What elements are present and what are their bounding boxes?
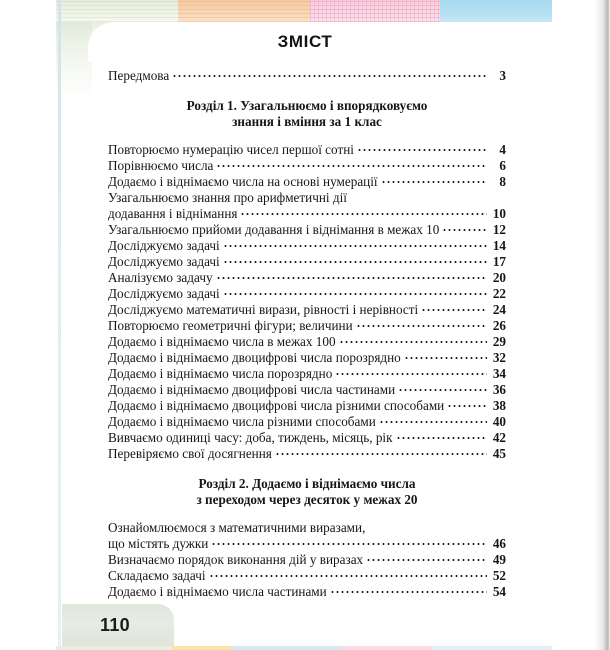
dot-leader xyxy=(223,241,487,251)
toc-entry-title-line2: додавання і віднімання xyxy=(108,206,238,221)
toc-entry-page: 29 xyxy=(492,334,506,349)
toc-entry-page: 52 xyxy=(492,568,506,583)
list-item[interactable] xyxy=(108,552,506,568)
folio-block xyxy=(62,604,174,646)
toc-entry-page: 17 xyxy=(492,254,506,269)
page-right-edge-shadow xyxy=(594,0,610,650)
toc-entry-title: Додаємо і віднімаємо двоцифрові числа різними способами xyxy=(108,398,445,413)
dot-leader xyxy=(216,161,487,171)
dot-leader xyxy=(330,587,487,597)
band-segment-pink xyxy=(310,0,440,22)
toc-entry-page: 46 xyxy=(492,536,506,551)
toc-entry-page: 38 xyxy=(492,398,506,413)
list-item[interactable] xyxy=(108,334,506,350)
toc-entry-title: Додаємо і віднімаємо числа на основі нумерації xyxy=(108,174,378,189)
toc-entry-page: 6 xyxy=(499,158,506,173)
dot-leader xyxy=(442,225,487,235)
dot-leader xyxy=(379,417,487,427)
list-item[interactable] xyxy=(108,398,506,414)
dot-leader xyxy=(381,177,487,187)
toc-entry-title: Перевіряємо свої досягнення xyxy=(108,446,272,461)
toc-entry-title: Додаємо і віднімаємо числа в межах 100 xyxy=(108,334,336,349)
toc-entry-title-line2: що містять дужки xyxy=(108,536,209,551)
toc-entry-title: Досліджуємо задачі xyxy=(108,254,220,269)
list-item[interactable] xyxy=(108,382,506,398)
list-item[interactable] xyxy=(108,318,506,334)
toc-entry-page: 36 xyxy=(492,382,506,397)
dot-leader xyxy=(209,571,488,581)
toc-entry-title: Досліджуємо задачі xyxy=(108,238,220,253)
list-item[interactable] xyxy=(108,430,506,446)
band-segment-orange xyxy=(178,0,310,22)
list-item[interactable] xyxy=(108,286,506,302)
toc-entry-page: 8 xyxy=(499,174,506,189)
list-item[interactable] xyxy=(108,238,506,254)
toc-entry-title: Складаємо задачі xyxy=(108,568,206,583)
dot-leader xyxy=(223,289,487,299)
section-heading-2-line2: з переходом через десяток у межах 20 xyxy=(196,492,418,507)
toc-entry-page: 40 xyxy=(492,414,506,429)
list-item[interactable] xyxy=(108,366,506,382)
toc-entry-title: Вивчаємо одиниці часу: доба, тиждень, місяць, рік xyxy=(108,430,393,445)
toc-entry-page: 49 xyxy=(492,552,506,567)
toc-entry-title: Повторюємо нумерацію чисел першої сотні xyxy=(108,142,354,157)
section-heading-1-line1: Розділ 1. Узагальнюємо і впорядковуємо xyxy=(186,98,428,113)
toc-entry-preface[interactable] xyxy=(108,68,506,84)
toc-entry-page: 45 xyxy=(492,446,506,461)
toc-entry-title: Досліджуємо математичні вирази, рівності і нерівності xyxy=(108,302,419,317)
toc-entry-page: 4 xyxy=(499,142,506,157)
toc-entry-page: 26 xyxy=(492,318,506,333)
dot-leader xyxy=(357,145,487,155)
decorative-bottom-strip xyxy=(56,646,552,650)
dot-leader xyxy=(172,71,487,81)
toc-entry-page: 54 xyxy=(492,584,506,599)
list-item-continuation[interactable] xyxy=(108,206,506,222)
left-margin-rule xyxy=(58,0,61,650)
dot-leader xyxy=(356,321,487,331)
list-item[interactable] xyxy=(108,350,506,366)
list-item[interactable] xyxy=(108,446,506,462)
toc-entry-page: 34 xyxy=(492,366,506,381)
toc-entry-title: Додаємо і віднімаємо числа різними способами xyxy=(108,414,376,429)
dot-leader xyxy=(396,433,488,443)
toc-entry-title: Додаємо і віднімаємо двоцифрові числа порозрядно xyxy=(108,350,401,365)
dot-leader xyxy=(447,401,487,411)
band-segment-green xyxy=(56,0,178,22)
list-item[interactable] xyxy=(108,584,506,600)
dot-leader xyxy=(211,539,487,549)
toc-entry-title: Повторюємо геометричні фігури; величини xyxy=(108,318,353,333)
band-segment-blue xyxy=(440,0,552,22)
list-item[interactable] xyxy=(108,302,506,318)
list-item[interactable] xyxy=(108,222,506,238)
toc-entry-title: Аналізуємо задачу xyxy=(108,270,213,285)
bottom-strip-segment-1 xyxy=(56,646,172,650)
dot-leader xyxy=(398,385,487,395)
section-heading-2 xyxy=(108,476,506,508)
list-item[interactable] xyxy=(108,520,506,536)
list-item[interactable] xyxy=(108,254,506,270)
list-item-continuation[interactable] xyxy=(108,536,506,552)
toc-entry-page: 24 xyxy=(492,302,506,317)
bottom-strip-segment-3 xyxy=(232,646,342,650)
section-heading-2-line1: Розділ 2. Додаємо і віднімаємо числа xyxy=(198,476,416,491)
bottom-strip-segment-2 xyxy=(172,646,232,650)
dot-leader xyxy=(240,209,487,219)
toc-entry-title: Порівнюємо числа xyxy=(108,158,214,173)
decorative-top-band xyxy=(0,0,610,22)
toc-entry-title: Досліджуємо задачі xyxy=(108,286,220,301)
dot-leader xyxy=(216,273,487,283)
bottom-strip-segment-5 xyxy=(432,646,552,650)
section-heading-1 xyxy=(108,98,506,130)
dot-leader xyxy=(366,555,487,565)
list-item[interactable] xyxy=(108,158,506,174)
toc-entry-title: Додаємо і віднімаємо двоцифрові числа частинами xyxy=(108,382,396,397)
dot-leader xyxy=(275,449,487,459)
bottom-strip-segment-4 xyxy=(342,646,432,650)
toc-entry-page: 22 xyxy=(492,286,506,301)
dot-leader xyxy=(421,305,487,315)
dot-leader xyxy=(339,337,487,347)
section-heading-1-line2: знання і вміння за 1 клас xyxy=(232,114,382,129)
list-item[interactable] xyxy=(108,142,506,158)
toc-entry-page: 32 xyxy=(492,350,506,365)
dot-leader xyxy=(223,257,487,267)
toc-entry-page: 3 xyxy=(499,68,506,83)
toc-entry-page: 20 xyxy=(492,270,506,285)
toc-entry-page: 10 xyxy=(492,206,506,221)
dot-leader xyxy=(335,369,487,379)
list-item[interactable] xyxy=(108,270,506,286)
list-item[interactable] xyxy=(108,414,506,430)
toc-entry-title: Узагальнюємо прийоми додавання і віднімання в межах 10 xyxy=(108,222,440,237)
list-item[interactable] xyxy=(108,190,506,206)
page-title: ЗМІСТ xyxy=(277,32,333,51)
toc-entry-title: Визначаємо порядок виконання дій у виразах xyxy=(108,552,364,567)
table-of-contents xyxy=(108,68,506,600)
toc-entry-title: Передмова xyxy=(108,68,170,83)
toc-entry-title: Додаємо і віднімаємо числа частинами xyxy=(108,584,327,599)
dot-leader xyxy=(404,353,487,363)
toc-entry-page: 42 xyxy=(492,430,506,445)
list-item[interactable] xyxy=(108,174,506,190)
toc-entry-page: 14 xyxy=(492,238,506,253)
toc-entry-title: Додаємо і віднімаємо числа порозрядно xyxy=(108,366,333,381)
list-item[interactable] xyxy=(108,568,506,584)
toc-entry-title: Узагальнюємо знання про арифметичні дії xyxy=(108,190,347,205)
toc-entry-page: 12 xyxy=(492,222,506,237)
toc-entry-title: Ознайомлюємося з математичними виразами, xyxy=(108,520,366,535)
page-number: 110 xyxy=(100,615,130,635)
